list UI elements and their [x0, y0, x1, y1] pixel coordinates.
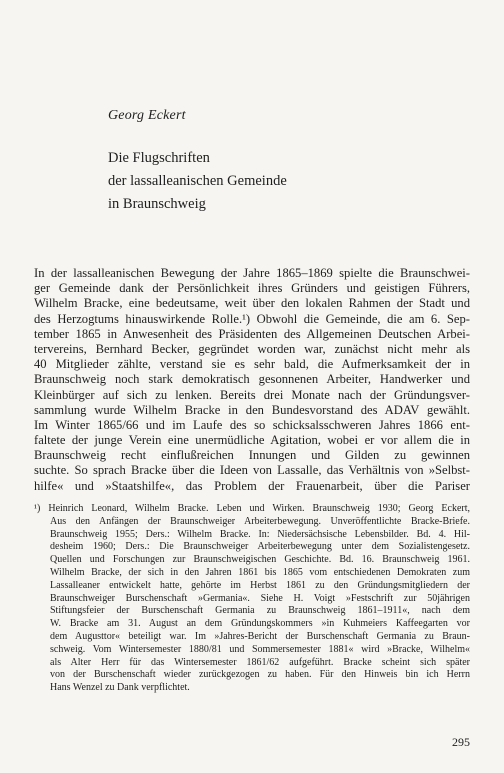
- body-line: Im Winter 1865/66 und im Laufe des so schicksalsschweren Jahres 1866 ent-: [34, 417, 470, 432]
- body-line: Kleinbürger auf sich zu lenken. Bereits drei Monate nach der Gründungsver-: [34, 387, 470, 402]
- author-name: Georg Eckert: [108, 108, 186, 123]
- page-number: 295: [452, 735, 470, 749]
- body-line: faltete der junge Verein eine unermüdliche Agitation, wobei er vor allem die in: [34, 433, 470, 448]
- body-line: sammlung wurde Wilhelm Bracke in den Bundesvorstand des ADAV gewählt.: [34, 402, 470, 417]
- title-line: der lassalleanischen Gemeinde: [108, 173, 287, 189]
- body-line: tember 1865 in Anwesenheit des Präsidenten des Allgemeinen Deutschen Arbei-: [34, 326, 470, 341]
- footnote-line: Hans Wenzel zu Dank verpflichtet.: [50, 682, 190, 694]
- body-line: suchte. So sprach Bracke über die Ideen von Lassalle, das Verhältnis von »Selbst-: [34, 463, 470, 478]
- body-line: In der lassalleanischen Bewegung der Jahre 1865–1869 spielte die Braunschwei-: [34, 266, 470, 280]
- footnote-line: ¹) Heinrich Leonard, Wilhelm Bracke. Leben und Wirken. Braunschweig 1930; Georg Eckert,: [34, 503, 470, 514]
- article-title: [108, 147, 287, 216]
- footnote-line: dem Augusttor« beteiligt war. Im »Jahres-Bericht der Burschenschaft Germania zu Braun-: [50, 630, 470, 642]
- body-line: Wilhelm Bracke, eine bedeutsame, weit über den lokalen Rahmen der Stadt und: [34, 296, 470, 311]
- footnote-block: [34, 503, 470, 695]
- body-line: 40 Mitglieder zählte, verstand sie es sehr bald, die Aufmerksamkeit der in: [34, 357, 470, 372]
- footnote-line: Braunschweig 1955; Ders.: Wilhelm Bracke. In: Niedersächsische Lebensbilder. Bd. 4. Hil-: [50, 528, 470, 540]
- footnote-line: Stiftungsfeier der Burschenschaft Germania zu Braunschweig 1861–1911«, nach dem: [50, 605, 470, 617]
- footnote-line: als Alter Herr für das Wintersemester 1861/62 aufgeführt. Bracke scheint sich später: [50, 656, 470, 668]
- footnote-line: Wilhelm Bracke, der sich in den Jahren 1861 bis 1865 vom entschiedenen Demokraten zum: [50, 566, 470, 578]
- footnote-line: Quellen und Forschungen zur Braunschweigischen Geschichte. Bd. 16. Braunschweig 1961.: [50, 554, 470, 566]
- title-line: in Braunschweig: [108, 196, 206, 212]
- body-line: tervereins, Bernhard Becker, gegründet worden war, zunächst nicht mehr als: [34, 341, 470, 356]
- body-line: hilfe« und »Staatshilfe«, das Problem der Frauenarbeit, über die Pariser: [34, 478, 470, 493]
- footnote-line: W. Bracke am 31. August an dem Gründungskommers »in Kuhmeiers Kaffeegarten vor: [50, 618, 470, 630]
- body-line: des Herzogtums hinauswirkende Rolle.¹) Obwohl die Gemeinde, die am 6. Sep-: [34, 311, 470, 326]
- footnote-line: desheim 1960; Ders.: Die Braunschweiger Arbeiterbewegung unter dem Sozialistengesetz.: [50, 541, 470, 553]
- footnote-line: von der Burschenschaft wieder zurückgezogen zu haben. Für den Hinweis bin ich Herrn: [50, 669, 470, 681]
- footnote-line: Lassalleaner entwickelt hatte, gehörte im Herbst 1861 zu den Gründungsmitgliedern der: [50, 579, 470, 591]
- footnote-line: Aus den Anfängen der Braunschweiger Arbeiterbewegung. Unveröffentlichte Bracke-Briefe.: [50, 515, 470, 527]
- footnote-line: Braunschweiger Burschenschaft »Germania«. Siehe H. Voigt »Festschrift zur 50jährigen: [50, 592, 470, 604]
- body-line: Braunschweig recht einflußreichen Innungen und Gilden zu gewinnen: [34, 448, 470, 463]
- body-line: ger Gemeinde dank der Persönlichkeit ihres Gründers und geistigen Führers,: [34, 281, 470, 296]
- body-line: Braunschweig noch stark demokratisch gesonnenen Arbeiter, Handwerker und: [34, 372, 470, 387]
- title-line: Die Flugschriften: [108, 150, 210, 166]
- body-paragraph: [34, 266, 470, 494]
- footnote-line: schweig. Vom Wintersemester 1880/81 und Sommersemester 1881« wird »Bracke, Wilhelm«: [50, 643, 470, 655]
